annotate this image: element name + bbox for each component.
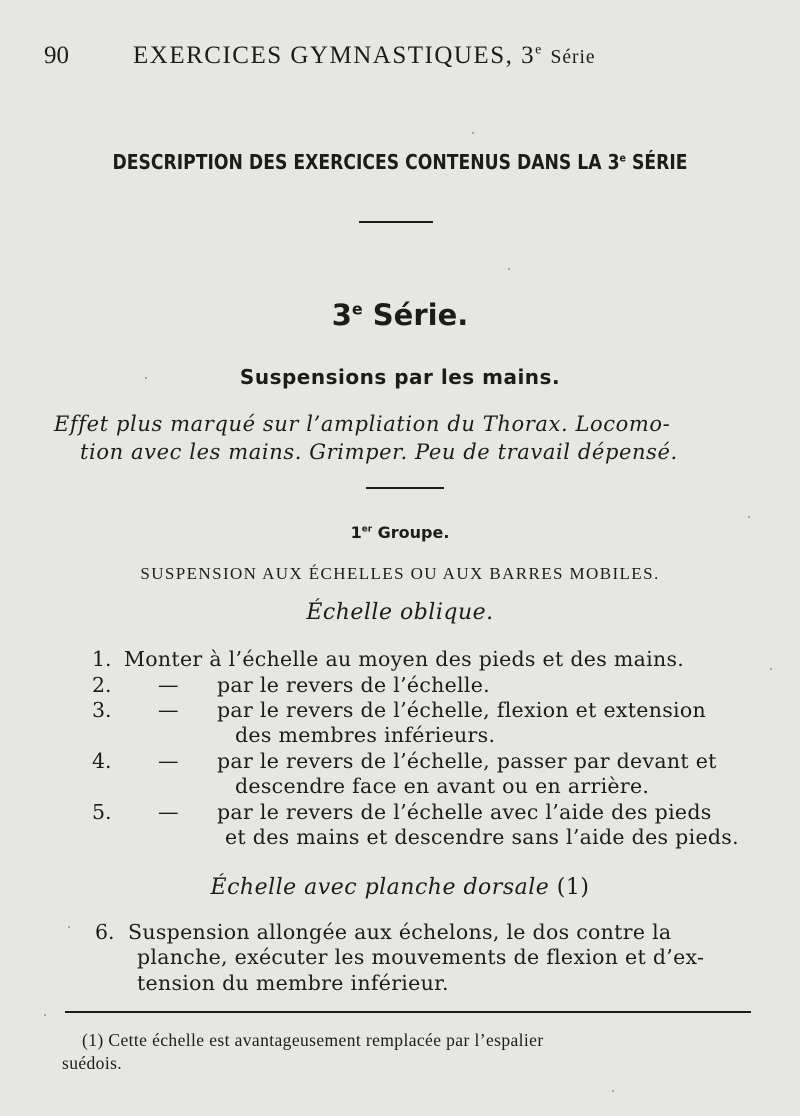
- exercise-text: par le revers de l’échelle avec l’aide des pieds: [217, 800, 712, 824]
- paper-speck: [44, 1014, 46, 1016]
- exercise-number: 1.: [92, 647, 112, 671]
- serie-subtitle: Suspensions par les mains.: [239, 365, 561, 389]
- exercise-text: par le revers de l’échelle.: [217, 673, 490, 697]
- exercise-text-continued: descendre face en avant ou en arrière.: [235, 774, 650, 798]
- exercise-text-continued: tension du membre inférieur.: [137, 971, 449, 995]
- exercise-text-continued: planche, exécuter les mouvements de flexion et d’ex-: [137, 945, 705, 969]
- ditto-dash: —: [158, 698, 179, 722]
- section-heading-end: SÉRIE: [625, 150, 688, 174]
- category-heading: SUSPENSION AUX ÉCHELLES OU AUX BARRES MOBILES.: [140, 564, 660, 583]
- group-number: 1: [350, 523, 362, 542]
- serie-label: Série.: [362, 298, 469, 332]
- paper-speck: [145, 377, 147, 379]
- paper-speck: [748, 516, 750, 518]
- intro-line-2: tion avec les mains. Grimper. Peu de travail dépensé.: [80, 440, 678, 464]
- exercise-text-continued: et des mains et descendre sans l’aide des pieds.: [225, 825, 739, 849]
- group-sup: er: [361, 524, 373, 535]
- exercise-number: 6.: [95, 920, 115, 944]
- serie-title: [0, 298, 800, 332]
- footnote-line-2: suédois.: [62, 1053, 123, 1073]
- section-heading-sup: e: [619, 151, 626, 165]
- section-heading: [56, 150, 744, 174]
- paper-speck: [508, 268, 510, 270]
- group-heading: [0, 523, 800, 542]
- section-heading-text: DESCRIPTION DES EXERCICES CONTENUS DANS LA 3: [112, 150, 620, 174]
- subheading-echelle-oblique: Échelle oblique.: [306, 600, 494, 625]
- footnote-reference: (1): [556, 875, 590, 900]
- subheading-planche-dorsale: [0, 875, 800, 900]
- paper-speck: [472, 132, 474, 134]
- running-header-title: EXERCICES GYMNASTIQUES, 3: [133, 42, 536, 69]
- serie-number: 3: [331, 298, 352, 332]
- exercise-number: 3.: [92, 698, 112, 722]
- ditto-dash: —: [158, 673, 179, 697]
- exercise-number: 2.: [92, 673, 112, 697]
- ditto-dash: —: [158, 800, 179, 824]
- page-number: 90: [44, 42, 69, 69]
- divider-rule: [359, 221, 433, 223]
- exercise-text: par le revers de l’échelle, flexion et extension: [217, 698, 707, 722]
- footnote-rule: [65, 1011, 751, 1013]
- intro-line-1: Effet plus marqué sur l’ampliation du Thorax. Locomo-: [54, 412, 671, 436]
- paper-speck: [770, 668, 772, 670]
- exercise-text: par le revers de l’échelle, passer par devant et: [217, 749, 717, 773]
- running-header-sup: e: [535, 41, 543, 57]
- exercise-text: Monter à l’échelle au moyen des pieds et des mains.: [124, 647, 685, 671]
- exercise-number: 4.: [92, 749, 112, 773]
- paper-speck: [612, 1090, 614, 1092]
- paper-speck: [68, 926, 70, 928]
- serie-sup: e: [351, 299, 363, 319]
- group-label: Groupe.: [372, 523, 450, 542]
- footnote-line-1: (1) Cette échelle est avantageusement remplacée par l’espalier: [82, 1030, 544, 1050]
- ditto-dash: —: [158, 749, 179, 773]
- exercise-text-continued: des membres inférieurs.: [235, 723, 496, 747]
- running-header-smallcaps: Série: [550, 47, 596, 68]
- exercise-text: Suspension allongée aux échelons, le dos contre la: [128, 920, 672, 944]
- subheading-planche-dorsale-title: Échelle avec planche dorsale: [210, 875, 550, 900]
- exercise-number: 5.: [92, 800, 112, 824]
- divider-rule: [366, 487, 444, 489]
- running-header: [133, 42, 596, 70]
